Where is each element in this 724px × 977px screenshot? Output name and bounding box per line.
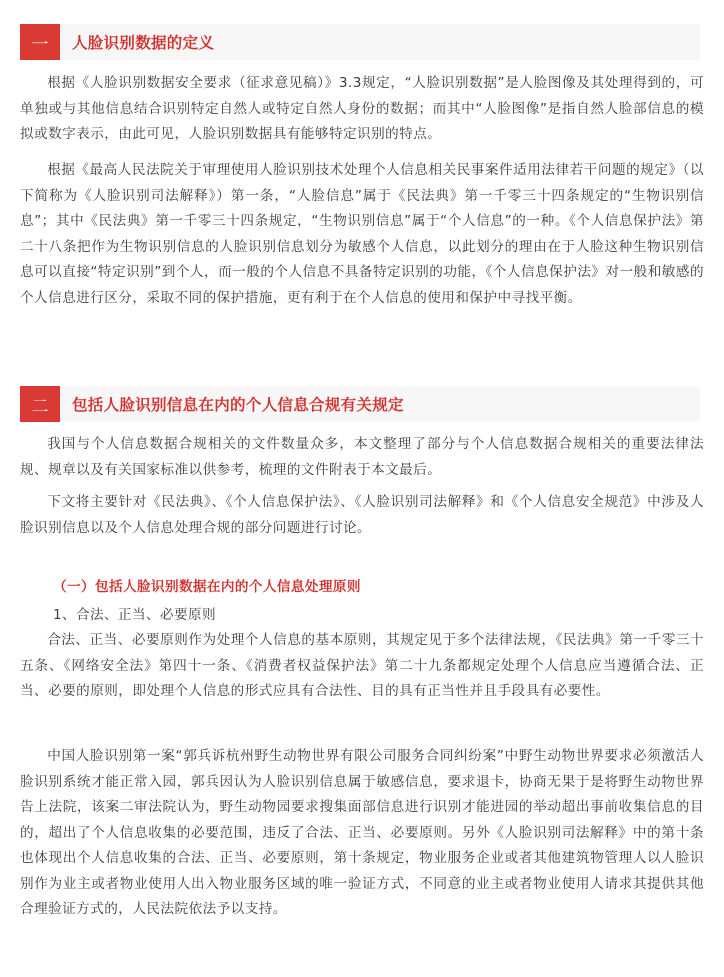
section-1-title: 人脸识别数据的定义: [72, 34, 215, 52]
section-2-paragraph-2: 下文将主要针对《民法典》、《个人信息保护法》、《人脸识别司法解释》和《个人信息安全规范》中涉及人脸识别信息以及个人信息处理合规的部分问题进行讨论。: [20, 494, 704, 536]
section-1-paragraph-1: 根据《人脸识别数据安全要求（征求意见稿）》3.3规定，“人脸识别数据”是人脸图像及其处理得到的，可单独或与其他信息结合识别特定自然人或特定自然人身份的数据；而其中“人脸图像”是指自然人脸部信息的模拟或数字表示，由此可见，人脸识别数据具有能够特定识别的特点。: [20, 75, 704, 142]
section-2-number: 二: [20, 386, 60, 422]
subheading-processing-principles: （一）包括人脸识别数据在内的个人信息处理原则: [53, 579, 361, 595]
body-paragraph-1: 合法、正当、必要原则作为处理个人信息的基本原则，其规定见于多个法律法规，《民法典》第一千零三十五条、《网络安全法》第四十一条、《消费者权益保护法》第二十九条都规定处理个人信息应当遵循合法、正当、必要的原则，即处理个人信息的形式应具有合法性、目的具有正当性并且手段具有必要性。: [20, 632, 704, 699]
body-paragraph-2: 中国人脸识别第一案“郭兵诉杭州野生动物世界有限公司服务合同纠纷案”中野生动物世界要求必须激活人脸识别系统才能正常入园，郭兵因认为人脸识别信息属于敏感信息，要求退卡，协商无果于是将野生动物世界告上法院，该案二审法院认为，野生动物园要求搜集面部信息进行识别才能进园的举动超出事前收集信息的目的，超出了个人信息收集的必要范围，违反了合法、正当、必要原则。另外《人脸识别司法解释》中的第十条也体现出个人信息收集的合法、正当、必要原则，第十条规定，物业服务企业或者其他建筑物管理人以人脸识别作为业主或者物业使用人出入物业服务区域的唯一验证方式，不同意的业主或者物业使用人请求其提供其他合理验证方式的，人民法院依法予以支持。: [20, 748, 704, 917]
section-2-title: 包括人脸识别信息在内的个人信息合规有关规定: [72, 396, 404, 414]
section-2-paragraph-1: 我国与个人信息数据合规相关的文件数量众多，本文整理了部分与个人信息数据合规相关的重要法律法规、规章以及有关国家标准以供参考，梳理的文件附表于本文最后。: [20, 436, 704, 478]
section-2-header: [20, 386, 700, 422]
section-1-paragraph-2: 根据《最高人民法院关于审理使用人脸识别技术处理个人信息相关民事案件适用法律若干问题的规定》（以下简称为《人脸识别司法解释》）第一条，“人脸信息”属于《民法典》第一千零三十四条规定的“生物识别信息”；其中《民法典》第一千零三十四条规定，“生物识别信息”属于“个人信息”的一种。《个人信息保护法》第二十八条把作为生物识别信息的人脸识别信息划分为敏感个人信息，以此划分的理由在于人脸这种生物识别信息可以直接“特定识别”到个人，而一般的个人信息不具备特定识别的功能，《个人信息保护法》对一般和敏感的个人信息进行区分，采取不同的保护措施，更有利于在个人信息的使用和保护中寻找平衡。: [20, 162, 704, 306]
section-1-header: [20, 24, 700, 60]
item-lawful-principle: 1、合法、正当、必要原则: [53, 607, 216, 623]
section-1-number: 一: [20, 24, 60, 60]
